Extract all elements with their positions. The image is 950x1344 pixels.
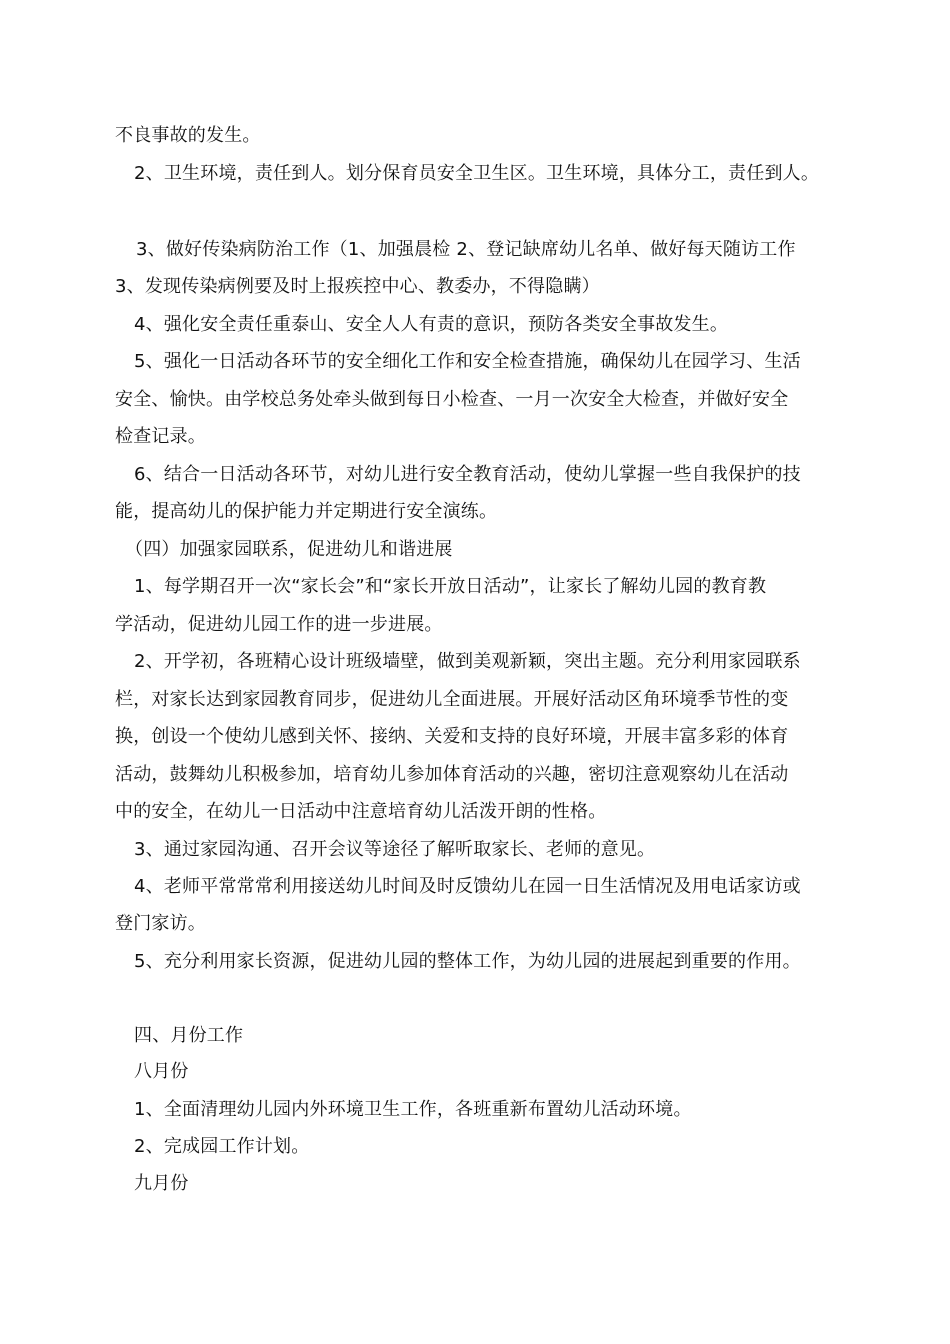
text-line: 3、通过家园沟通、召开会议等途径了解听取家长、老师的意见。 [134,839,656,860]
text-line: 2、卫生环境，责任到人。划分保育员安全卫生区。卫生环境，具体分工，责任到人。 [134,163,820,184]
text-line: 6、结合一日活动各环节，对幼儿进行安全教育活动，使幼儿掌握一些自我保护的技 [134,464,801,485]
text-line: 1、全面清理幼儿园内外环境卫生工作，各班重新布置幼儿活动环境。 [134,1099,692,1120]
text-line: 4、强化安全责任重泰山、安全人人有责的意识，预防各类安全事故发生。 [134,314,729,335]
text-line: 2、开学初，各班精心设计班级墙壁，做到美观新颖，突出主题。充分利用家园联系 [134,651,801,672]
text-line: 5、强化一日活动各环节的安全细化工作和安全检查措施，确保幼儿在园学习、生活 [134,351,801,372]
text-line: 5、充分利用家长资源，促进幼儿园的整体工作，为幼儿园的进展起到重要的作用。 [134,951,801,972]
text-line: 3、做好传染病防治工作（1、加强晨检 2、登记缺席幼儿名单、做好每天随访工作 [136,239,796,260]
text-line: 检查记录。 [115,426,206,447]
text-line: 栏，对家长达到家园教育同步，促进幼儿全面进展。开展好活动区角环境季节性的变 [115,689,789,710]
text-line: 登门家访。 [115,913,206,934]
section-heading: （四）加强家园联系，促进幼儿和谐进展 [125,539,453,560]
text-line: 能，提高幼儿的保护能力并定期进行安全演练。 [115,501,498,522]
text-line: 换，创设一个使幼儿感到关怀、接纳、关爱和支持的良好环境，开展丰富多彩的体育 [115,726,789,747]
text-line: 活动，鼓舞幼儿积极参加，培育幼儿参加体育活动的兴趣，密切注意观察幼儿在活动 [115,764,789,785]
text-line: 3、发现传染病例要及时上报疾控中心、教委办，不得隐瞒） [115,276,600,297]
text-line: 2、完成园工作计划。 [134,1136,310,1157]
text-line: 1、每学期召开一次“家长会”和“家长开放日活动”，让家长了解幼儿园的教育教 [134,576,767,597]
month-heading: 九月份 [134,1173,189,1194]
text-line: 学活动，促进幼儿园工作的进一步进展。 [115,614,443,635]
text-line: 4、老师平常常常利用接送幼儿时间及时反馈幼儿在园一日生活情况及用电话家访或 [134,876,801,897]
section-heading: 四、月份工作 [134,1025,244,1046]
month-heading: 八月份 [134,1061,189,1082]
text-line: 中的安全，在幼儿一日活动中注意培育幼儿活泼开朗的性格。 [115,801,607,822]
text-line: 不良事故的发生。 [115,125,261,146]
text-line: 安全、愉快。由学校总务处牵头做到每日小检查、一月一次安全大检查，并做好安全 [115,389,789,410]
